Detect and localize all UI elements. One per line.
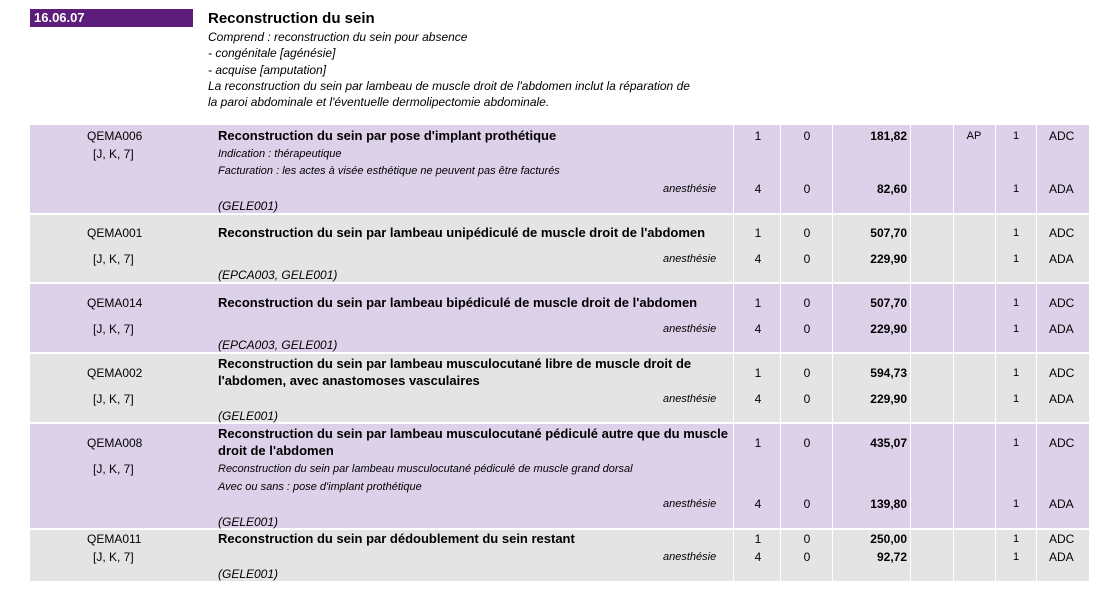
section-note: Comprend : reconstruction du sein pour absence (208, 30, 468, 44)
act-count: 1 (1012, 297, 1020, 309)
anesthesia-label: anesthésie (663, 498, 717, 510)
act-tags: [J, K, 7] (93, 322, 134, 336)
act-type: ADC (1049, 296, 1075, 310)
act-title: Reconstruction du sein par lambeau musculocutané pédiculé autre que du muscle (218, 426, 729, 441)
phase-code: 0 (803, 392, 811, 406)
phase-code: 0 (803, 226, 811, 240)
act-modifier: AP (966, 130, 982, 142)
anesthesia-label: anesthésie (663, 393, 717, 405)
act-note: Indication : thérapeutique (218, 148, 342, 160)
phase-code: 0 (803, 129, 811, 143)
anesthesia-label: anesthésie (663, 323, 717, 335)
act-code: QEMA002 (87, 366, 143, 380)
activity-code: 1 (754, 366, 762, 380)
act-tags: [J, K, 7] (93, 462, 134, 476)
column-divider (910, 125, 911, 581)
act-count: 1 (1012, 253, 1020, 265)
activity-code: 4 (754, 550, 762, 564)
activity-code: 1 (754, 296, 762, 310)
related-acts: (EPCA003, GELE001) (218, 268, 338, 282)
act-type: ADC (1049, 366, 1075, 380)
act-type: ADA (1049, 550, 1074, 564)
activity-code: 4 (754, 252, 762, 266)
act-type: ADC (1049, 226, 1075, 240)
act-code: QEMA014 (87, 296, 143, 310)
column-divider (995, 125, 996, 581)
act-count: 1 (1012, 551, 1020, 563)
act-type: ADA (1049, 322, 1074, 336)
act-title: Reconstruction du sein par dédoublement du sein restant (218, 531, 575, 546)
act-count: 1 (1012, 130, 1020, 142)
act-count: 1 (1012, 367, 1020, 379)
anesthesia-label: anesthésie (663, 183, 717, 195)
act-price: 435,07 (870, 436, 907, 450)
phase-code: 0 (803, 252, 811, 266)
act-note: Facturation : les actes à visée esthétique ne peuvent pas être facturés (218, 165, 560, 177)
act-count: 1 (1012, 323, 1020, 335)
act-price: 507,70 (870, 226, 907, 240)
act-tags: [J, K, 7] (93, 252, 134, 266)
activity-code: 4 (754, 497, 762, 511)
act-code: QEMA006 (87, 129, 143, 143)
activity-code: 1 (754, 129, 762, 143)
act-count: 1 (1012, 227, 1020, 239)
act-type: ADA (1049, 392, 1074, 406)
phase-code: 0 (803, 296, 811, 310)
phase-code: 0 (803, 366, 811, 380)
section-notes (208, 29, 748, 110)
act-title: Reconstruction du sein par lambeau bipédiculé de muscle droit de l'abdomen (218, 295, 698, 310)
phase-code: 0 (803, 436, 811, 450)
related-acts: (EPCA003, GELE001) (218, 338, 338, 352)
act-title: l'abdomen, avec anastomoses vasculaires (218, 373, 480, 388)
act-count: 1 (1012, 183, 1020, 195)
anesthesia-label: anesthésie (663, 551, 717, 563)
act-note: Reconstruction du sein par lambeau musculocutané pédiculé de muscle grand dorsal (218, 463, 633, 475)
anesthesia-label: anesthésie (663, 253, 717, 265)
act-count: 1 (1012, 533, 1020, 545)
act-price: 82,60 (876, 182, 907, 196)
section-note: - congénitale [agénésie] (208, 46, 336, 61)
related-acts: (GELE001) (218, 567, 279, 581)
related-acts: (GELE001) (218, 199, 279, 213)
section-note: - acquise [amputation] (208, 62, 327, 77)
phase-code: 0 (803, 497, 811, 511)
section-note: la paroi abdominale et l'éventuelle dermolipectomie abdominale. (208, 95, 550, 110)
act-title: droit de l'abdomen (218, 443, 334, 458)
act-tags: [J, K, 7] (93, 392, 134, 406)
activity-code: 1 (754, 436, 762, 450)
act-type: ADA (1049, 252, 1074, 266)
activity-code: 1 (754, 532, 762, 546)
act-tags: [J, K, 7] (93, 550, 134, 564)
phase-code: 0 (803, 532, 811, 546)
section-code: 16.06.07 (30, 9, 193, 27)
act-price: 139,80 (870, 497, 907, 511)
activity-code: 4 (754, 182, 762, 196)
act-type: ADA (1049, 497, 1074, 511)
act-price: 250,00 (870, 532, 907, 546)
act-price: 507,70 (870, 296, 907, 310)
act-type: ADA (1049, 182, 1074, 196)
act-tags: [J, K, 7] (93, 147, 134, 161)
act-type: ADC (1049, 129, 1075, 143)
column-divider (733, 125, 734, 581)
act-title: Reconstruction du sein par lambeau unipédiculé de muscle droit de l'abdomen (218, 225, 706, 240)
phase-code: 0 (803, 322, 811, 336)
act-code: QEMA001 (87, 226, 143, 240)
act-price: 229,90 (870, 392, 907, 406)
column-divider (1036, 125, 1037, 581)
related-acts: (GELE001) (218, 515, 279, 529)
act-price: 594,73 (870, 366, 907, 380)
act-type: ADC (1049, 532, 1075, 546)
column-divider (832, 125, 833, 581)
act-count: 1 (1012, 498, 1020, 510)
act-count: 1 (1012, 437, 1020, 449)
section-note: La reconstruction du sein par lambeau de muscle droit de l'abdomen inclut la réparation de (208, 78, 690, 93)
activity-code: 4 (754, 322, 762, 336)
related-acts: (GELE001) (218, 409, 279, 423)
act-title: Reconstruction du sein par pose d'implant prothétique (218, 128, 557, 143)
section-title: Reconstruction du sein (208, 10, 375, 27)
act-code: QEMA008 (87, 436, 143, 450)
act-price: 92,72 (876, 550, 907, 564)
column-divider (953, 125, 954, 581)
act-type: ADC (1049, 436, 1075, 450)
act-code: QEMA011 (87, 532, 142, 546)
act-note: Avec ou sans : pose d'implant prothétique (218, 481, 422, 493)
column-divider (780, 125, 781, 581)
phase-code: 0 (803, 182, 811, 196)
act-title: Reconstruction du sein par lambeau musculocutané libre de muscle droit de (218, 356, 692, 371)
act-price: 229,90 (870, 252, 907, 266)
activity-code: 4 (754, 392, 762, 406)
act-price: 229,90 (870, 322, 907, 336)
act-count: 1 (1012, 393, 1020, 405)
act-price: 181,82 (870, 129, 907, 143)
phase-code: 0 (803, 550, 811, 564)
activity-code: 1 (754, 226, 762, 240)
